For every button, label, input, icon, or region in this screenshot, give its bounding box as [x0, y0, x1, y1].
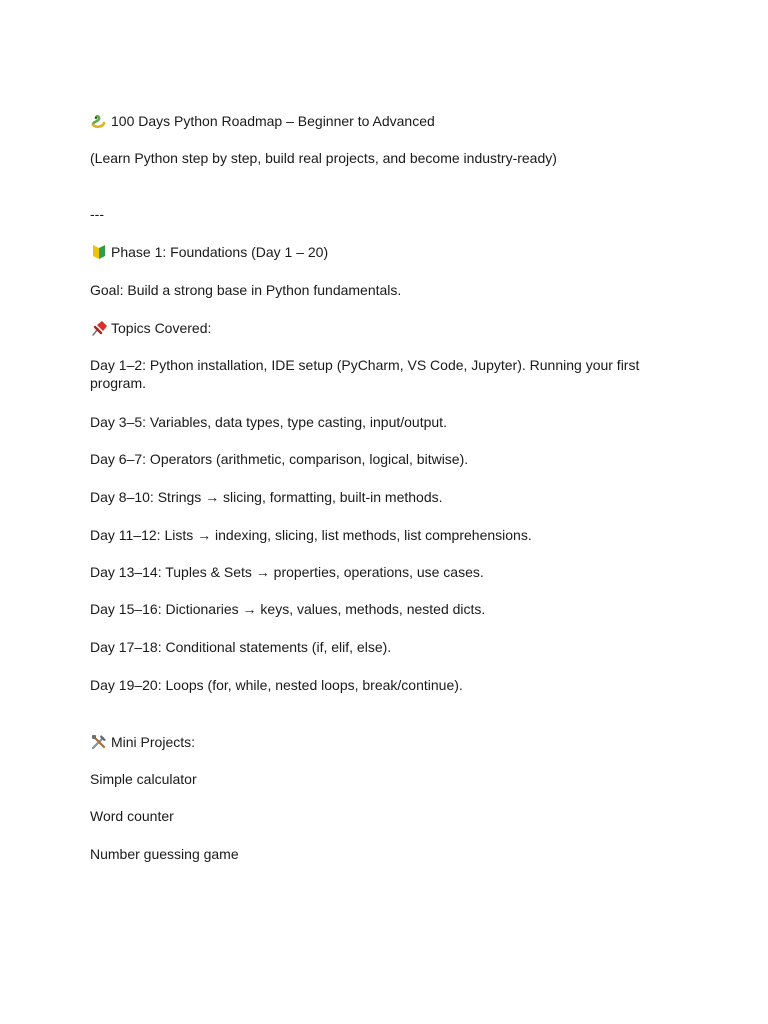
separator: --- — [90, 206, 104, 222]
topic-item: Day 11–12: Lists → indexing, slicing, list methods, list comprehensions. — [90, 527, 532, 543]
phase-title — [90, 243, 650, 261]
project-item: Word counter — [90, 808, 174, 824]
topic-item: Day 19–20: Loops (for, while, nested loops, break/continue). — [90, 677, 463, 693]
topics-heading — [90, 319, 650, 337]
topic-item: Day 3–5: Variables, data types, type casting, input/output. — [90, 414, 447, 430]
tools-icon — [90, 734, 108, 750]
beginner-badge-icon — [90, 244, 108, 260]
project-item: Number guessing game — [90, 846, 239, 862]
topics-heading-text: Topics Covered: — [111, 320, 212, 336]
topic-item: Day 15–16: Dictionaries → keys, values, methods, nested dicts. — [90, 601, 486, 617]
project-item: Simple calculator — [90, 771, 197, 787]
pushpin-icon — [90, 320, 108, 336]
projects-heading-text: Mini Projects: — [111, 734, 196, 750]
phase-goal: Goal: Build a strong base in Python fundamentals. — [90, 282, 402, 298]
topic-item: Day 13–14: Tuples & Sets → properties, operations, use cases. — [90, 564, 484, 580]
phase-title-text: Phase 1: Foundations (Day 1 – 20) — [111, 244, 329, 260]
document-subtitle: (Learn Python step by step, build real projects, and become industry-ready) — [90, 150, 557, 166]
topic-item: Day 8–10: Strings → slicing, formatting, built-in methods. — [90, 489, 443, 505]
topic-item: Day 1–2: Python installation, IDE setup (PyCharm, VS Code, Jupyter). Running your first program. — [90, 357, 640, 391]
snake-icon — [90, 113, 108, 129]
topic-item: Day 6–7: Operators (arithmetic, comparison, logical, bitwise). — [90, 451, 469, 467]
title-text: 100 Days Python Roadmap – Beginner to Advanced — [111, 113, 435, 129]
projects-heading — [90, 733, 650, 751]
document-title — [90, 112, 650, 130]
topic-item: Day 17–18: Conditional statements (if, elif, else). — [90, 639, 392, 655]
